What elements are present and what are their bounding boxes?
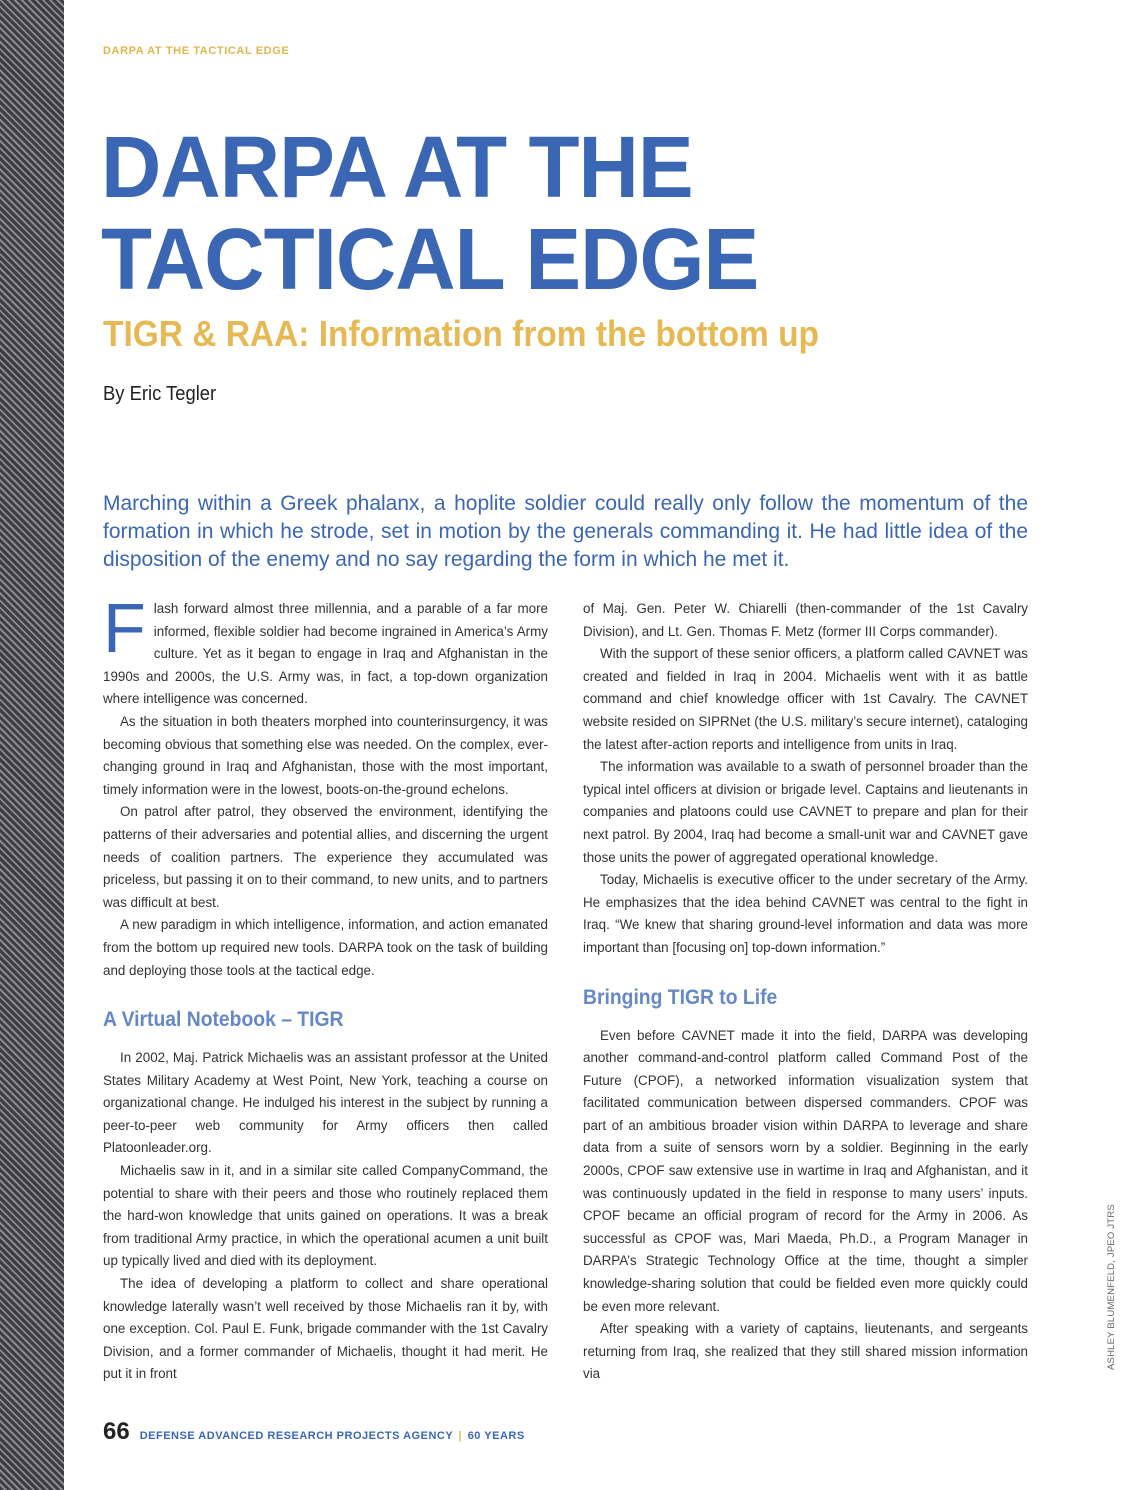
left-column (103, 589, 548, 1386)
paragraph-text: lash forward almost three millennia, and a parable of a far more informed, flexible soldier had become ingrained in America’s Army culture. Yet as it began to engage in Iraq and Afghanistan in the 1990s and 2000s, the U.S. Army was, in fact, a top-down organization where intelligence was concerned. (103, 601, 548, 707)
section-heading-bringing-tigr: Bringing TIGR to Life (583, 985, 778, 1009)
page-footer (103, 1418, 525, 1446)
edition-label: 60 YEARS (467, 1430, 525, 1442)
paragraph: Michaelis saw in it, and in a similar site called CompanyCommand, the potential to share with their peers and those who routinely replaced them the hard-won knowledge that units gained on operations. It was a break from traditional Army practice, in which the operational acumen a unit built up typically lived and died with its deployment. (103, 1163, 548, 1269)
title-line-2: TACTICAL EDGE (101, 211, 759, 308)
decorative-stripe (0, 0, 64, 1490)
article-title (101, 119, 759, 308)
page-number: 66 (103, 1418, 130, 1445)
running-head: DARPA AT THE TACTICAL EDGE (103, 45, 290, 57)
paragraph: of Maj. Gen. Peter W. Chiarelli (then-commander of the 1st Cavalry Division), and Lt. Gen. Thomas F. Metz (former III Corps commander). (583, 601, 1028, 639)
footer-separator: | (458, 1430, 463, 1442)
paragraph: As the situation in both theaters morphed into counterinsurgency, it was becoming obvious that something else was needed. On the complex, ever-changing ground in Iraq and Afghanistan, those with the most important, timely information were in the lowest, boots-on-the-ground echelons. (103, 713, 548, 797)
section-heading-tigr: A Virtual Notebook – TIGR (103, 1008, 344, 1032)
paragraph: On patrol after patrol, they observed the environment, identifying the patterns of their adversaries and potential allies, and discerning the urgent needs of coalition partners. The experience they accumulated was priceless, but passing it on to their command, to new units, and to partners was difficult at best. (103, 804, 548, 910)
publication-name: DEFENSE ADVANCED RESEARCH PROJECTS AGENCY (139, 1430, 453, 1442)
paragraph: A new paradigm in which intelligence, information, and action emanated from the bottom up required new tools. DARPA took on the task of building and deploying those tools at the tactical edge. (103, 917, 548, 978)
paragraph (103, 589, 548, 711)
photo-credit: ASHLEY BLUMENFELD, JPEO JTRS (1106, 1204, 1117, 1370)
title-line-1: DARPA AT THE (101, 119, 693, 216)
paragraph: Today, Michaelis is executive officer to the under secretary of the Army. He emphasizes that the idea behind CAVNET was central to the fight in Iraq. “We knew that sharing ground-level information and data was more important than [focusing on] top-down information.” (583, 872, 1028, 955)
lede-paragraph: Marching within a Greek phalanx, a hoplite soldier could really only follow the momentum of the formation in which he strode, set in motion by the generals commanding it. He had little idea of the disposition of the enemy and no say regarding the form in which he met it. (103, 492, 1028, 571)
paragraph: Even before CAVNET made it into the field, DARPA was developing another command-and-control platform called Command Post of the Future (CPOF), a networked information visualization system that facilitated communication between dispersed commanders. CPOF was part of an ambitious broader vision within DARPA to leverage and share data from a suite of sensors worn by a soldier. Beginning in the early 2000s, CPOF saw extensive use in wartime in Iraq and Afghanistan, and it was continuously updated in the field in response to many users’ inputs. CPOF became an official program of record for the Army in 2006. As successful as CPOF was, Mari Maeda, Ph.D., a Program Manager in DARPA’s Strategic Technology Office at the time, thought a simpler knowledge-sharing solution that could be fielded even more quickly could be even more relevant. (583, 1027, 1028, 1314)
drop-cap: F (103, 589, 146, 667)
paragraph: With the support of these senior officers, a platform called CAVNET was created and fielded in Iraq in 2004. Michaelis went with it as battle command and chief knowledge officer with 1st Cavalry. The CAVNET website resided on SIPRNet (the U.S. military’s secure internet), cataloging the latest after-action reports and intelligence from units in Iraq. (583, 646, 1028, 752)
paragraph: After speaking with a variety of captains, lieutenants, and sergeants returning from Iraq, she realized that they still shared mission information via (583, 1321, 1028, 1382)
article-subtitle: TIGR & RAA: Information from the bottom up (103, 313, 820, 354)
right-column (583, 598, 1028, 1386)
footer-publication (140, 1430, 525, 1442)
paragraph: In 2002, Maj. Patrick Michaelis was an assistant professor at the United States Military Academy at West Point, New York, teaching a course on organizational change. He indulged his interest in the subject by running a peer-to-peer web community for Army officers then called Platoonleader.org. (103, 1050, 548, 1156)
paragraph: The idea of developing a platform to collect and share operational knowledge laterally wasn’t well received by those Michaelis ran it by, with one exception. Col. Paul E. Funk, brigade commander with the 1st Cavalry Division, and a former commander of Michaelis, thought it had merit. He put it in front (103, 1276, 548, 1382)
byline: By Eric Tegler (103, 383, 217, 405)
paragraph: The information was available to a swath of personnel broader than the typical intel officers at division or brigade level. Captains and lieutenants in companies and platoons could use CAVNET to prepare and plan for their next patrol. By 2004, Iraq had become a small-unit war and CAVNET gave those units the power of aggregated operational knowledge. (583, 759, 1028, 865)
